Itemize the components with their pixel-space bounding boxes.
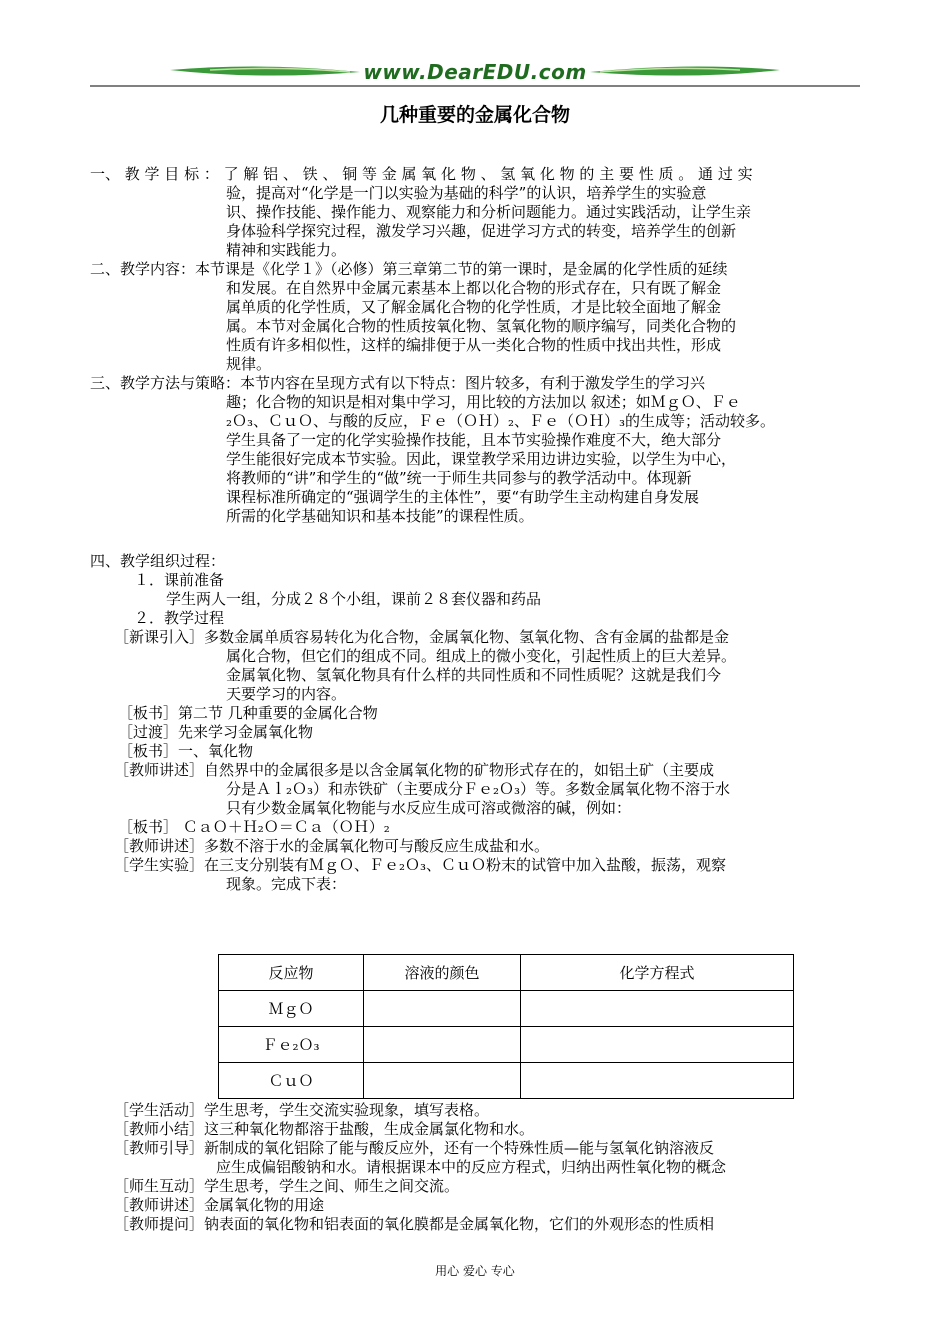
text-line: ［板书］一、氧化物 xyxy=(118,742,254,760)
site-logo-text: www.DearEDU.com xyxy=(363,60,587,84)
text-line: 属。本节对金属化合物的性质按氧化物、氢氧化物的顺序编写，同类化合物的 xyxy=(226,317,737,335)
table-header-cell: 反应物 xyxy=(219,955,364,991)
text-line: 性质有许多相似性，这样的编排便于从一类化合物的性质中找出共性，形成 xyxy=(226,336,722,354)
text-line: 分是Ａｌ₂Ｏ₃）和赤铁矿（主要成分Ｆｅ₂Ｏ₃）等。多数金属氧化物不溶于水 xyxy=(226,780,731,798)
text-line: ₂Ｏ₃、ＣｕＯ、与酸的反应，Ｆｅ（ＯＨ）₂、Ｆｅ（ＯＨ）₃的生成等；活动较多。 xyxy=(226,412,776,430)
table-cell-reactant: ＣｕＯ xyxy=(219,1063,364,1099)
text-line: 识、操作技能、操作能力、观察能力和分析问题能力。通过实践活动，让学生亲 xyxy=(226,203,752,221)
text-line: 验，提高对“化学是一门以实验为基础的科学”的认识，培养学生的实验意 xyxy=(226,184,707,202)
text-line: ［教师小结］这三种氧化物都溶于盐酸，生成金属氯化物和水。 xyxy=(114,1120,535,1138)
text-line: 课程标准所确定的“强调学生的主体性”，要“有助学生主动构建自身发展 xyxy=(226,488,700,506)
text-line: ［教师提问］钠表面的氧化物和铝表面的氧化膜都是金属氧化物，它们的外观形态的性质相 xyxy=(114,1215,715,1233)
text-line: 只有少数金属氧化物能与水反应生成可溶或微溶的碱，例如： xyxy=(226,799,632,817)
table-row xyxy=(219,1027,794,1063)
table-cell-reactant: ＭｇＯ xyxy=(219,991,364,1027)
text-line: ［板书］第二节 几种重要的金属化合物 xyxy=(118,704,378,722)
text-line: ［教师讲述］自然界中的金属很多是以含金属氧化物的矿物形式存在的，如铝土矿（主要成 xyxy=(114,761,715,779)
table-cell-color xyxy=(364,991,521,1027)
text-line: ［师生互动］学生思考，学生之间、师生之间交流。 xyxy=(114,1177,460,1195)
text-line: ［板书］ ＣａＯ＋Ｈ₂Ｏ＝Ｃａ（ＯＨ）₂ xyxy=(118,818,390,836)
text-line: １．课前准备 xyxy=(134,571,225,589)
text-line: ［教师引导］新制成的氧化铝除了能与酸反应外，还有一个特殊性质—能与氢氧化钠溶液反 xyxy=(114,1139,715,1157)
text-line: ［过渡］先来学习金属氧化物 xyxy=(118,723,314,741)
table-cell-equation xyxy=(521,1063,794,1099)
text-line: 金属氧化物、氢氧化物具有什么样的共同性质和不同性质呢？这就是我们今 xyxy=(226,666,722,684)
site-header xyxy=(90,58,860,92)
text-line: 三、教学方法与策略：本节内容在呈现方式有以下特点：图片较多，有利于激发学生的学习兴 xyxy=(90,374,706,392)
text-line: 一、 教 学 目 标 ： 了 解 铝 、 铁 、 铜 等 金 属 氧 化 物 、 氢 氧 化 物 的 主 要 性 质 。 通 过 实 xyxy=(90,165,753,183)
text-line: 属单质的化学性质，又了解金属化合物的化学性质，才是比较全面地了解金 xyxy=(226,298,722,316)
table-cell-reactant: Ｆｅ₂Ｏ₃ xyxy=(219,1027,364,1063)
table-cell-color xyxy=(364,1063,521,1099)
section-heading: 四、教学组织过程： xyxy=(90,552,226,570)
table-header-cell: 化学方程式 xyxy=(521,955,794,991)
text-line: 所需的化学基础知识和基本技能”的课程性质。 xyxy=(226,507,534,525)
text-line: ［学生活动］学生思考，学生交流实验现象，填写表格。 xyxy=(114,1101,490,1119)
page-footer: 用心 爱心 专心 xyxy=(435,1264,515,1278)
table-cell-color xyxy=(364,1027,521,1063)
text-line: 应生成偏铝酸钠和水。请根据课本中的反应方程式，归纳出两性氧化物的概念 xyxy=(216,1158,727,1176)
text-line: ［教师讲述］金属氧化物的用途 xyxy=(114,1196,325,1214)
text-line: ２．教学过程 xyxy=(134,609,225,627)
text-line: 趣；化合物的知识是相对集中学习，用比较的方法加以 叙述；如ＭｇＯ、Ｆｅ xyxy=(226,393,741,411)
text-line: 学生能很好完成本节实验。因此，课堂教学采用边讲边实验，以学生为中心， xyxy=(226,450,737,468)
table-row xyxy=(219,991,794,1027)
table-cell-equation xyxy=(521,1027,794,1063)
text-line: ［教师讲述］多数不溶于水的金属氧化物可与酸反应生成盐和水。 xyxy=(114,837,550,855)
text-line: 天要学习的内容。 xyxy=(226,685,347,703)
text-line: 将教师的“讲”和学生的“做”统一于师生共同参与的教学活动中。体现新 xyxy=(226,469,692,487)
document-title: 几种重要的金属化合物 xyxy=(379,104,570,126)
observation-table xyxy=(218,954,794,1099)
table-header-cell: 溶液的颜色 xyxy=(364,955,521,991)
text-line: 规律。 xyxy=(226,355,272,373)
text-line: 精神和实践能力。 xyxy=(226,241,347,259)
table-header-row xyxy=(219,955,794,991)
text-line: 和发展。在自然界中金属元素基本上都以化合物的形式存在，只有既了解金 xyxy=(226,279,722,297)
text-line: 身体验科学探究过程，激发学习兴趣，促进学习方式的转变，培养学生的创新 xyxy=(226,222,737,240)
text-line: ［学生实验］在三支分别装有ＭｇＯ、Ｆｅ₂Ｏ₃、ＣｕＯ粉末的试管中加入盐酸，振荡，观察 xyxy=(114,856,727,874)
text-line: 学生两人一组，分成２８个小组，课前２８套仪器和药品 xyxy=(166,590,542,608)
table-cell-equation xyxy=(521,991,794,1027)
text-line: 二、教学内容：本节课是《化学１》（必修）第三章第二节的第一课时，是金属的化学性质的延续 xyxy=(90,260,728,278)
table-row xyxy=(219,1063,794,1099)
text-line: 属化合物，但它们的组成不同。组成上的微小变化，引起性质上的巨大差异。 xyxy=(226,647,737,665)
text-line: 学生具备了一定的化学实验操作技能，且本节实验操作难度不大，绝大部分 xyxy=(226,431,722,449)
text-line: ［新课引入］多数金属单质容易转化为化合物，金属氧化物、氢氧化物、含有金属的盐都是金 xyxy=(114,628,730,646)
text-line: 现象。完成下表： xyxy=(226,875,347,893)
